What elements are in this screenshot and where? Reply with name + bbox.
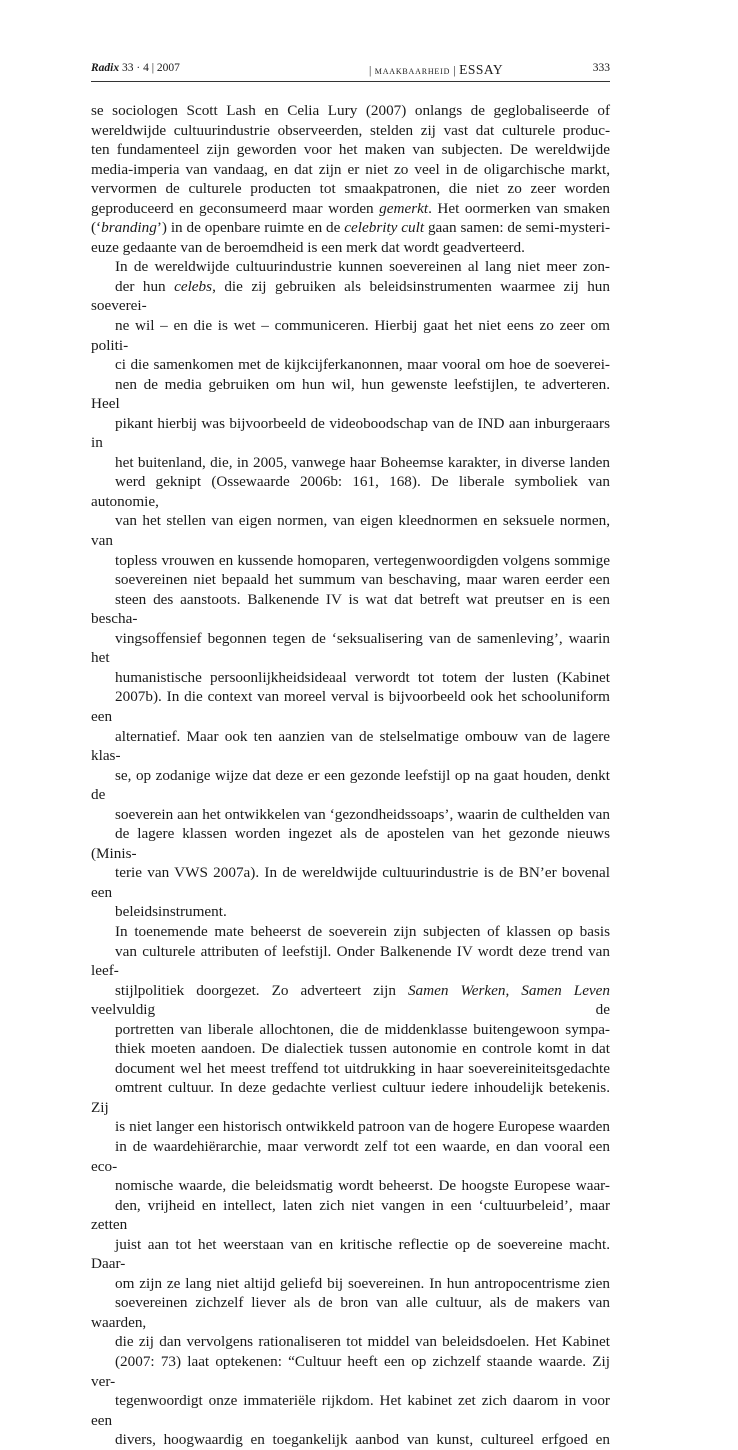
- text-line: geproduceerd en geconsumeerd maar worden gemerkt. Het oormerken van smaken: [91, 199, 610, 217]
- section-separator-right: |: [450, 65, 460, 77]
- page-number: 333: [592, 62, 610, 74]
- text-line: se sociologen Scott Lash en Celia Lury (2007) onlangs de geglobaliseerde of: [91, 102, 610, 119]
- text-line: se, op zodanige wijze dat deze er een gezonde leefstijl op na gaat houden, denkt de: [91, 766, 610, 804]
- text-line: om zijn ze lang niet altijd geliefd bij soevereinen. In hun antropocentrisme zien: [115, 1274, 610, 1292]
- journal-name: Radix: [91, 62, 120, 74]
- text-line: nomische waarde, die beleidsmatig wordt beheerst. De hoogste Europese waar-: [115, 1177, 610, 1195]
- text-line: werd geknipt (Ossewaarde 2006b: 161, 168). De liberale symboliek van autonomie,: [91, 473, 610, 510]
- text-line: van culturele attributen of leefstijl. Onder Balkenende IV wordt deze trend van leef-: [91, 942, 610, 980]
- italic-term: branding: [101, 219, 157, 237]
- italic-term: gemerkt: [379, 199, 429, 217]
- text-line: terie van VWS 2007a). In de wereldwijde cultuurindustrie is de BN’er bovenal een: [91, 864, 610, 901]
- article-body: [91, 101, 610, 1450]
- text-line: de lagere klassen worden ingezet als de apostelen van het gezonde nieuws (Minis-: [91, 825, 610, 862]
- header-section: [369, 62, 503, 78]
- text-line: omtrent cultuur. In deze gedachte verliest cultuur iedere inhoudelijk betekenis. Zij: [91, 1079, 610, 1116]
- text-line: beleidsinstrument.: [115, 903, 227, 921]
- text-line: soeverein aan het ontwikkelen van ‘gezondheidssoaps’, waarin de culthelden van: [115, 805, 610, 823]
- text-line: vingsoffensief begonnen tegen de ‘seksualisering van de samenleving’, waarin het: [91, 629, 610, 667]
- text-line: in de waardehiërarchie, maar verwordt zelf tot een waarde, en dan vooral een eco-: [91, 1137, 610, 1175]
- paragraph: [91, 922, 610, 1450]
- text-line: ci die samenkomen met de kijkcijferkanonnen, maar vooral om hoe de soeverei-: [115, 356, 610, 374]
- text-line: den, vrijheid en intellect, laten zich niet vangen in een ‘cultuurbeleid’, maar zetten: [91, 1196, 610, 1234]
- text-line: euze gedaante van de beroemdheid is een merk dat wordt geadverteerd.: [91, 238, 525, 256]
- text-line: stijlpolitiek doorgezet. Zo adverteert zijn Samen Werken, Samen Leven veelvuldig de: [91, 981, 611, 1019]
- italic-term: Samen Leven: [521, 981, 611, 999]
- section-separator-left: |: [369, 65, 375, 77]
- text-line: soevereinen zichzelf liever als de bron van alle cultuur, als de makers van waarden,: [91, 1294, 610, 1331]
- text-line: In toenemende mate beheerst de soeverein zijn subjecten of klassen op basis: [115, 922, 610, 940]
- header-journal-issue: [91, 62, 180, 74]
- text-line: juist aan tot het weerstaan van en kritische reflectie op de soevereine macht. Daar-: [91, 1235, 610, 1273]
- header-rule: [91, 81, 610, 82]
- text-line: ten fundamenteel zijn geworden voor het maken van subjecten. De wereldwijde: [91, 141, 610, 159]
- section-type: ESSAY: [459, 62, 504, 77]
- paragraph: [91, 257, 610, 922]
- italic-term: Samen Werken: [407, 981, 506, 999]
- text-line: wereldwijde cultuurindustrie observeerden, stelden zij vast dat culturele produc-: [91, 121, 610, 139]
- running-header: [91, 62, 610, 80]
- text-line: die zij dan vervolgens rationaliseren tot middel van beleidsdoelen. Het Kabinet: [115, 1333, 610, 1351]
- text-line: van het stellen van eigen normen, van eigen kleednormen en seksuele normen, van: [91, 512, 610, 550]
- text-line: humanistische persoonlijkheidsideaal verwordt tot totem der lusten (Kabinet: [115, 668, 610, 686]
- text-line: In de wereldwijde cultuurindustrie kunnen soevereinen al lang niet meer zon-: [115, 258, 610, 276]
- text-line: document wel het meest treffend tot uitdrukking in haar soevereiniteitsgedachte: [115, 1059, 610, 1077]
- text-line: pikant hierbij was bijvoorbeeld de videoboodschap van de IND aan inburgeraars in: [91, 414, 610, 452]
- text-line: nen de media gebruiken om hun wil, hun gewenste leefstijlen, te adverteren. Heel: [91, 375, 610, 413]
- paragraph: [91, 101, 610, 257]
- journal-issue: 33 · 4 | 2007: [119, 62, 180, 74]
- text-line: ne wil – en die is wet – communiceren. Hierbij gaat het niet eens zo zeer om politi-: [91, 317, 610, 354]
- text-line: 2007b). In die context van moreel verval is bijvoorbeeld ook het schooluniform een: [91, 688, 610, 725]
- text-line: vervormen de culturele producten tot smaakpatronen, die niet zo zeer worden: [91, 180, 610, 198]
- text-line: portretten van liberale allochtonen, die de middenklasse buitengewoon sympa-: [115, 1020, 610, 1038]
- text-line: der hun celebs, die zij gebruiken als beleidsinstrumenten waarmee zij hun soeverei-: [91, 277, 610, 315]
- text-line: tegenwoordigt onze immateriële rijkdom. Het kabinet zet zich daarom in voor een: [91, 1392, 610, 1429]
- italic-term: celebs: [174, 277, 213, 295]
- text-line: het buitenland, die, in 2005, vanwege haar Boheemse karakter, in diverse landen: [115, 453, 610, 471]
- text-line: media-imperia van vandaag, en dat zijn er niet zo veel in de oligarchische markt,: [91, 160, 610, 178]
- text-line: (2007: 73) laat optekenen: “Cultuur heeft een op zichzelf staande waarde. Zij ver-: [91, 1353, 610, 1390]
- text-line: thiek moeten aandoen. De dialectiek tussen autonomie en controle komt in dat: [115, 1040, 610, 1058]
- text-line: alternatief. Maar ook ten aanzien van de stelselmatige ombouw van de lagere klas-: [91, 727, 610, 765]
- text-line: (‘branding’) in de openbare ruimte en de celebrity cult gaan samen: de semi-mysteri-: [91, 219, 611, 237]
- italic-term: celebrity cult: [344, 219, 425, 237]
- text-line: divers, hoogwaardig en toegankelijk aanbod van kunst, cultureel erfgoed en: [115, 1431, 610, 1449]
- text-line: steen des aanstoots. Balkenende IV is wat dat betreft wat preutser en is een bescha-: [91, 590, 610, 628]
- text-line: topless vrouwen en kussende homoparen, vertegenwoordigden volgens sommige: [115, 551, 610, 569]
- section-name: maakbaarheid: [374, 65, 451, 77]
- text-line: soevereinen niet bepaald het summum van beschaving, maar waren eerder een: [115, 571, 610, 589]
- text-line: is niet langer een historisch ontwikkeld patroon van de hogere Europese waarden: [115, 1118, 610, 1136]
